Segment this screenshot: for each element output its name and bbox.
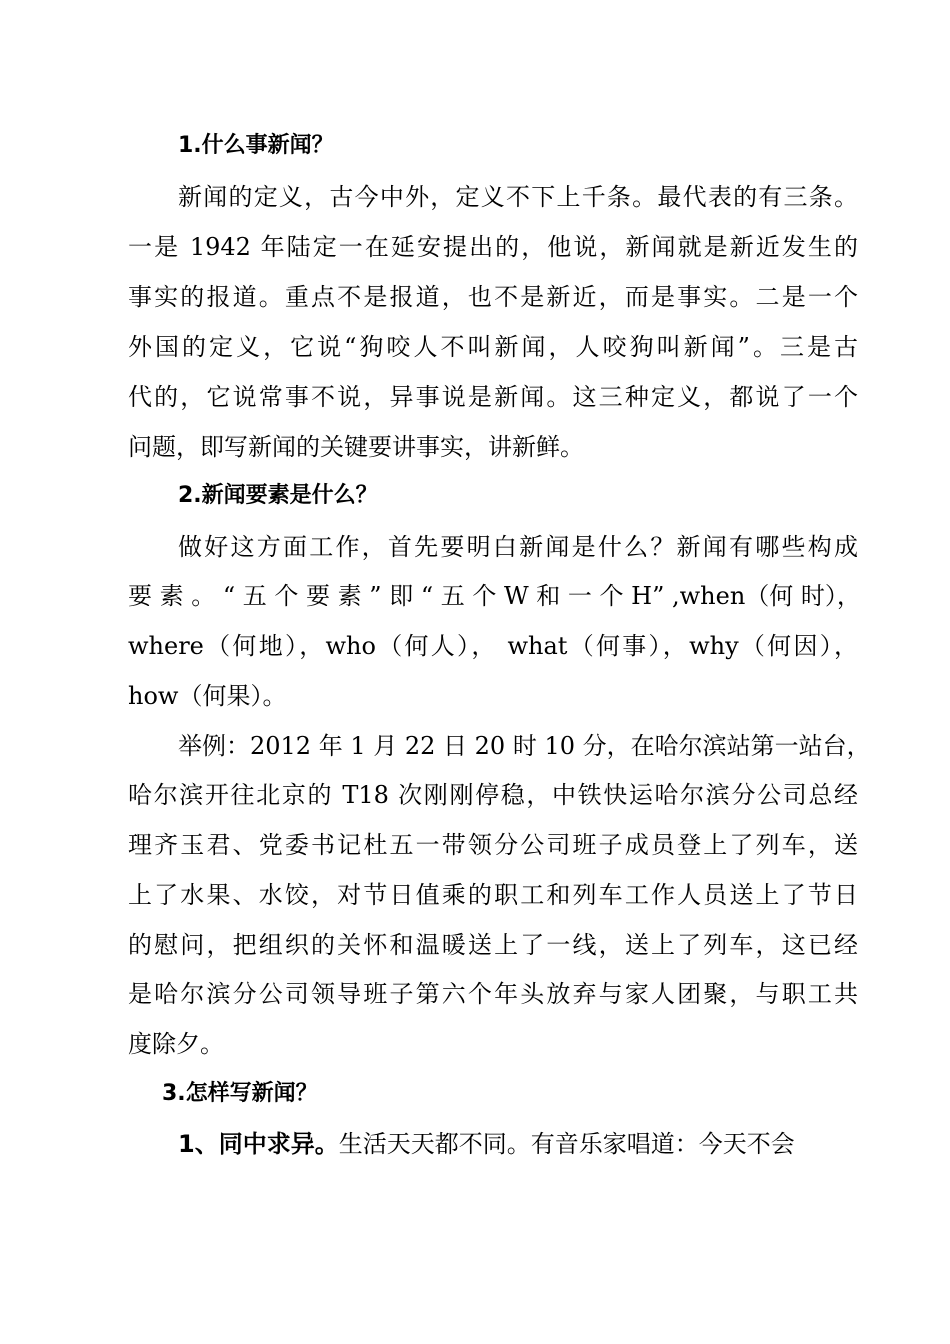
section-3-bold-lead: 1、同中求异。 xyxy=(178,1130,339,1158)
section-2-para-1-line-2: 要 素 。 “ 五 个 要 素 ” 即 “ 五 个 W 和 一 个 H” ,when（何 时）， xyxy=(128,582,861,610)
section-1-line-5: 代的，它说常事不说，异事说是新闻。这三种定义，都说了一个 xyxy=(128,383,858,411)
section-1-line-1: 新闻的定义，古今中外，定义不下上千条。最代表的有三条。 xyxy=(178,183,858,211)
section-2-para-2-line-4: 上了水果、水饺，对节日值乘的职工和列车工作人员送上了节日 xyxy=(128,881,858,909)
section-3-para-1-line-1 xyxy=(178,1129,858,1159)
section-2-para-2-line-7: 度除夕。 xyxy=(128,1030,224,1058)
section-2-para-2-line-1: 举例：2012 年 1 月 22 日 20 时 10 分，在哈尔滨站第一站台， xyxy=(178,732,871,760)
section-2-para-1-line-1: 做好这方面工作，首先要明白新闻是什么？新闻有哪些构成 xyxy=(178,533,858,561)
section-2-para-1-line-4: how（何果）。 xyxy=(128,682,287,710)
section-2-heading: 2.新闻要素是什么？ xyxy=(178,483,378,508)
section-2-para-2-line-3: 理齐玉君、党委书记杜五一带领分公司班子成员登上了列车，送 xyxy=(128,831,858,859)
section-2-para-2-line-5: 的慰问，把组织的关怀和温暖送上了一线，送上了列车，这已经 xyxy=(128,931,858,959)
section-3-heading: 3.怎样写新闻？ xyxy=(162,1081,318,1106)
section-2-para-1-line-3: where（何地），who（何人）， what（何事），why（何因）， xyxy=(128,632,858,660)
section-1-line-4: 外国的定义，它说“狗咬人不叫新闻，人咬狗叫新闻”。三是古 xyxy=(128,333,858,361)
section-1-heading: 1.什么事新闻？ xyxy=(178,133,334,158)
section-3-para-1-text: 生活天天都不同。有音乐家唱道：今天不会 xyxy=(338,1130,795,1158)
section-1-line-3: 事实的报道。重点不是报道，也不是新近，而是事实。二是一个 xyxy=(128,283,858,311)
section-1-line-6: 问题，即写新闻的关键要讲事实，讲新鲜。 xyxy=(128,433,584,461)
section-1-line-2: 一是 1942 年陆定一在延安提出的，他说，新闻就是新近发生的 xyxy=(128,233,858,261)
section-2-para-2-line-6: 是哈尔滨分公司领导班子第六个年头放弃与家人团聚，与职工共 xyxy=(128,980,858,1008)
section-2-para-2-line-2: 哈尔滨开往北京的 T18 次刚刚停稳，中铁快运哈尔滨分公司总经 xyxy=(128,781,858,809)
